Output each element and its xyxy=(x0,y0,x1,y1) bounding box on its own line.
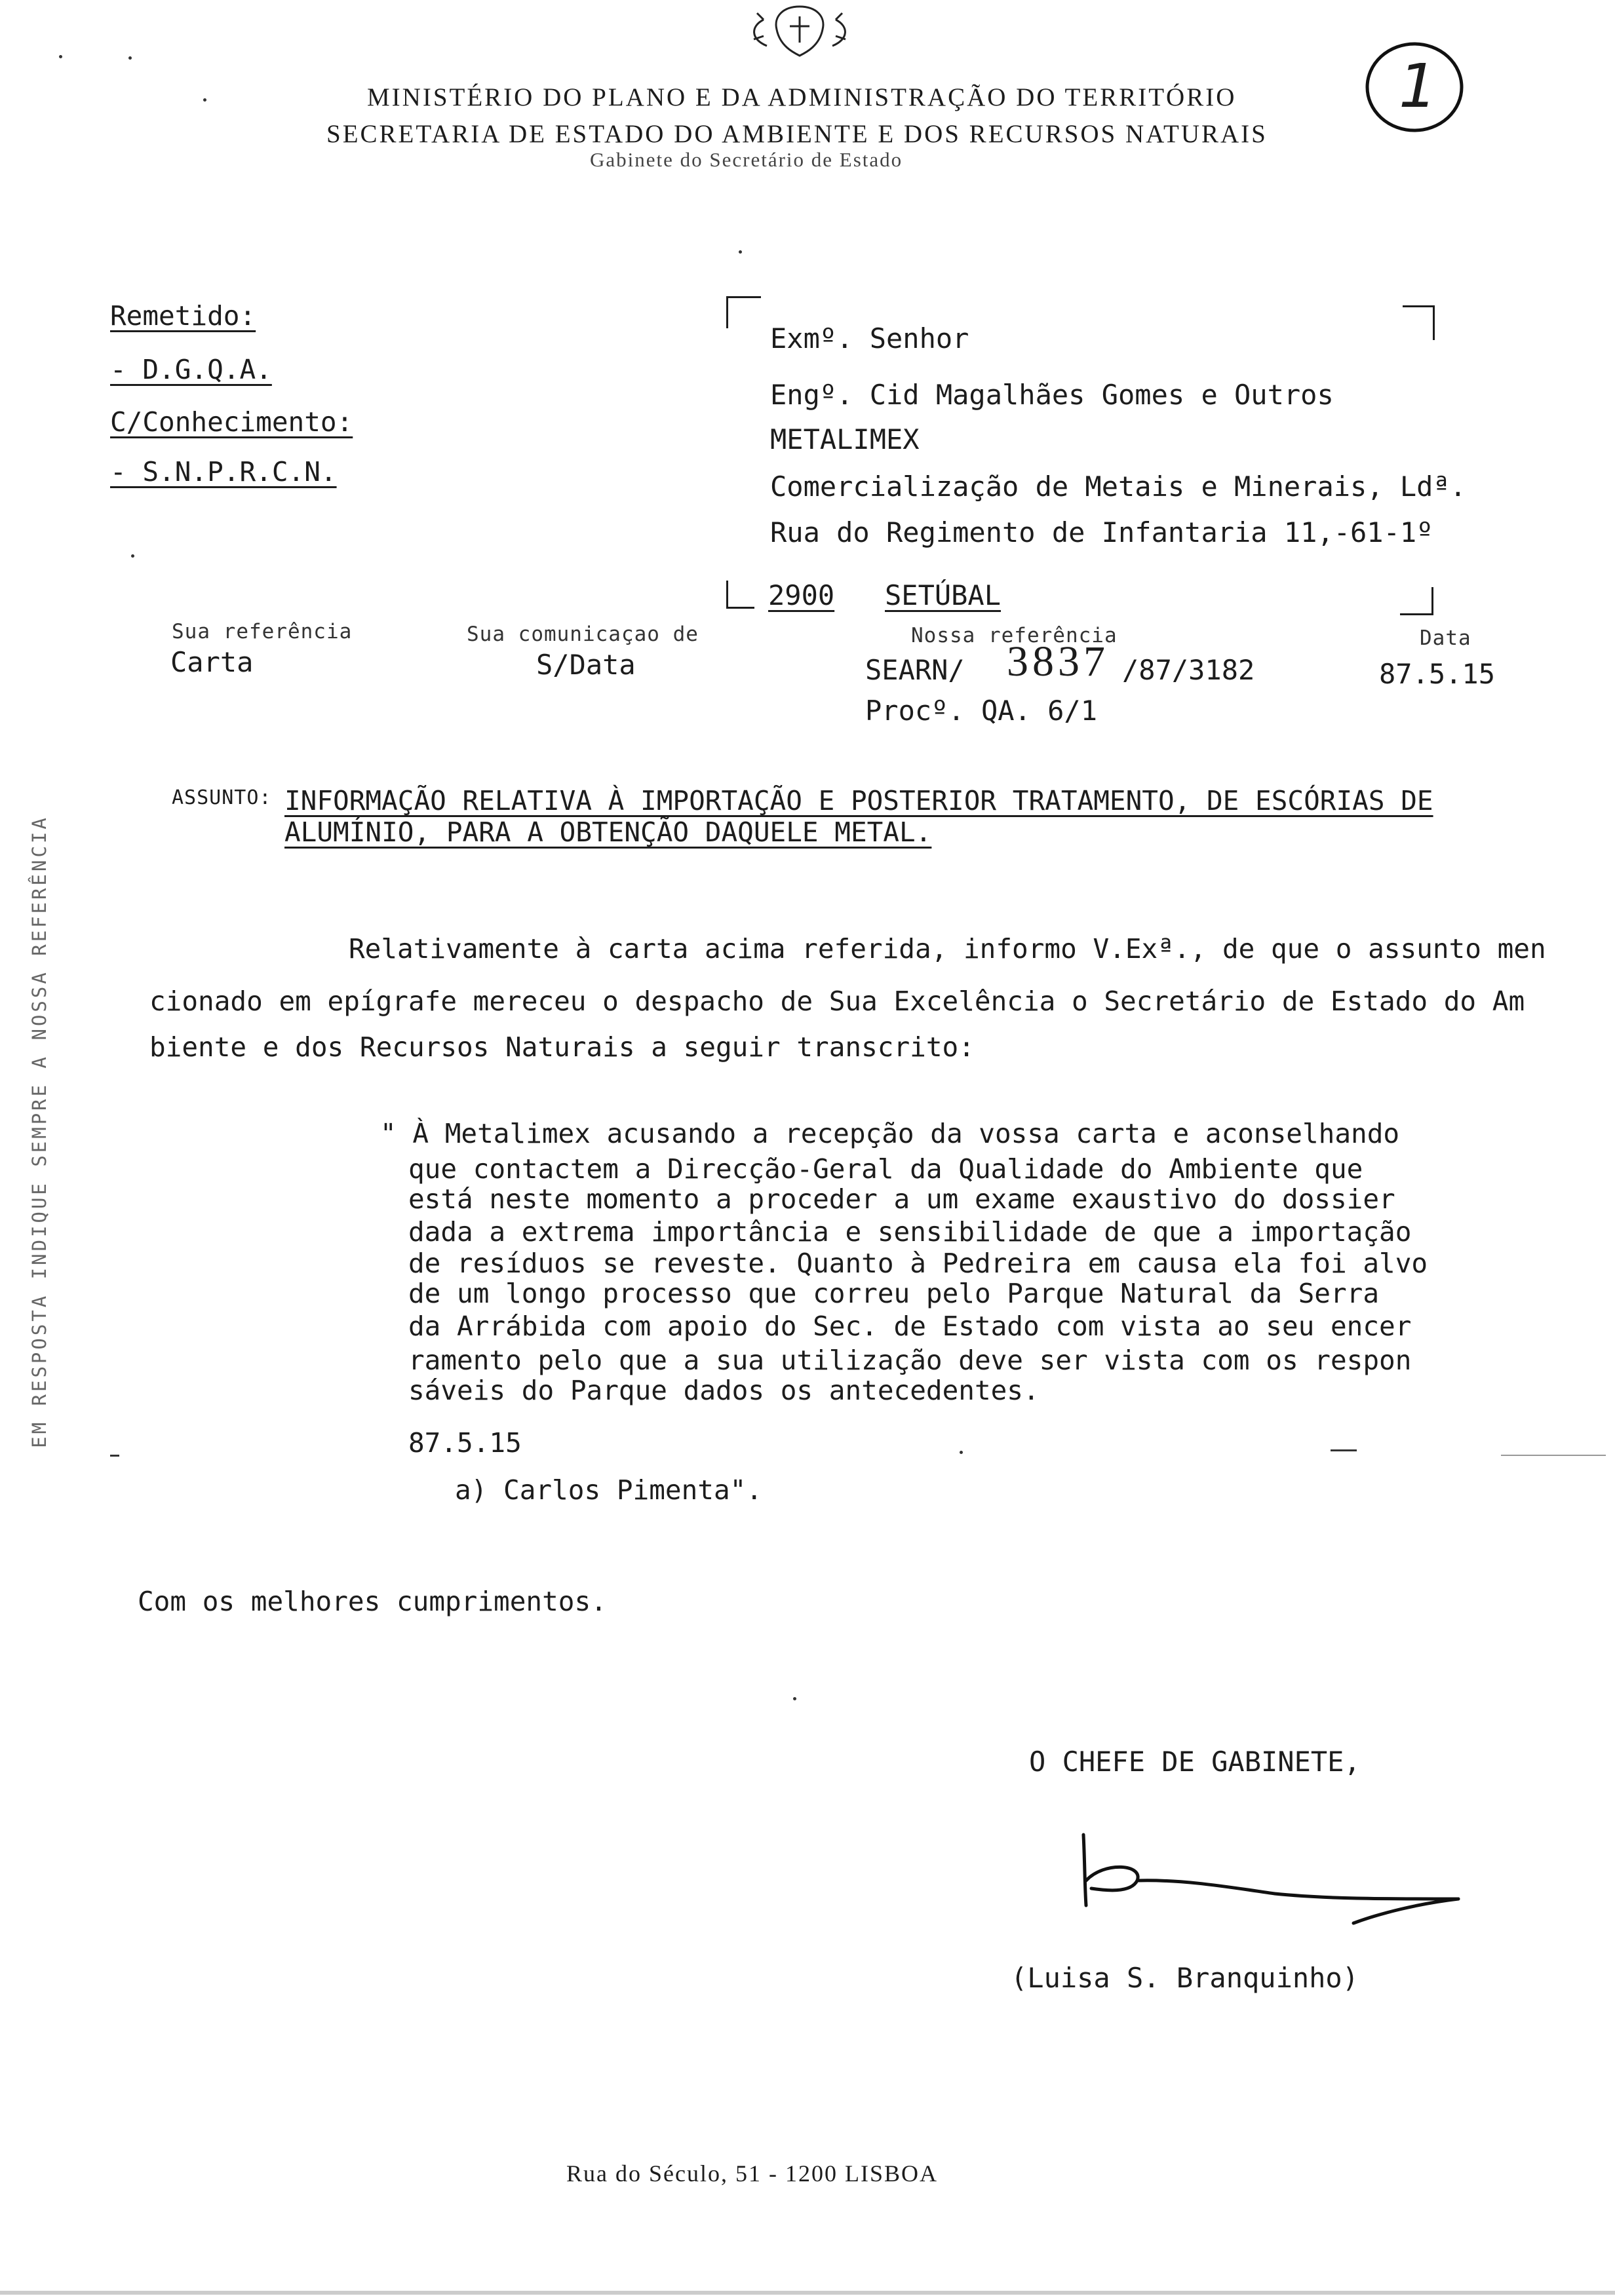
scan-speck xyxy=(960,1451,963,1454)
scan-speck xyxy=(128,56,132,60)
scan-speck xyxy=(793,1697,796,1700)
address-corner-bottom-left xyxy=(726,581,754,609)
quote-line-1: " À Metalimex acusando a recepção da vossa carta e aconselhando xyxy=(380,1118,1400,1149)
coat-of-arms-emblem xyxy=(737,0,862,59)
addressee-postal-code: 2900 xyxy=(768,579,835,611)
processo-reference: Procº. QA. 6/1 xyxy=(865,695,1098,727)
quote-line-4: dada a extrema importância e sensibilidade de que a importação xyxy=(408,1216,1412,1248)
quote-line-6: de um longo processo que correu pelo Parque Natural da Serra xyxy=(408,1278,1380,1309)
sua-comunicacao-label: Sua comunicaçao de xyxy=(467,622,699,646)
quote-line-9: sáveis do Parque dados os antecedentes. xyxy=(408,1375,1040,1406)
quote-line-5: de resíduos se reveste. Quanto à Pedreira em causa ela foi alvo xyxy=(408,1248,1428,1279)
conhecimento-label: C/Conhecimento: xyxy=(110,406,353,438)
nossa-referencia-label: Nossa referência xyxy=(911,624,1118,647)
addressee-salutation: Exmº. Senhor xyxy=(770,322,969,354)
scan-edge-noise xyxy=(0,2291,1615,2295)
addressee-name: Engº. Cid Magalhães Gomes e Outros xyxy=(770,379,1334,411)
assunto-line-1: INFORMAÇÃO RELATIVA À IMPORTAÇÃO E POSTERIOR TRATAMENTO, DE ESCÓRIAS DE xyxy=(284,785,1433,816)
address-corner-top-left xyxy=(726,296,761,328)
conhecimento-value: - S.N.P.R.C.N. xyxy=(110,456,337,488)
quote-line-3: está neste momento a proceder a um exame exaustivo do dossier xyxy=(408,1183,1395,1215)
remetido-label: Remetido: xyxy=(110,300,256,332)
office-heading: Gabinete do Secretário de Estado xyxy=(590,148,903,171)
scan-speck xyxy=(739,250,742,254)
handwritten-signature xyxy=(1065,1828,1471,1926)
closing-remark: Com os melhores cumprimentos. xyxy=(138,1586,607,1617)
scan-speck xyxy=(110,1455,119,1457)
intro-line-3: biente e dos Recursos Naturais a seguir transcrito: xyxy=(149,1031,975,1063)
page-number: 1 xyxy=(1399,51,1437,121)
quote-signature: a) Carlos Pimenta". xyxy=(455,1474,762,1506)
quote-date: 87.5.15 xyxy=(408,1427,522,1459)
data-value: 87.5.15 xyxy=(1379,658,1496,690)
page-number-stamp xyxy=(1362,38,1467,136)
remetido-value: - D.G.Q.A. xyxy=(110,354,272,385)
addressee-street: Rua do Regimento de Infantaria 11,-61-1º xyxy=(770,516,1433,548)
nossa-referencia-number: 3837 xyxy=(1007,638,1109,685)
margin-reference-note: EM RESPOSTA INDIQUE SEMPRE A NOSSA REFERÊNCIA xyxy=(28,815,50,1448)
intro-line-2: cionado em epígrafe mereceu o despacho de Sua Excelência o Secretário de Estado do Am xyxy=(149,985,1525,1017)
nossa-referencia-prefix: SEARN/ xyxy=(865,654,965,686)
secretariat-heading: SECRETARIA DE ESTADO DO AMBIENTE E DOS RECURSOS NATURAIS xyxy=(326,120,1268,148)
scan-speck xyxy=(203,98,206,102)
address-corner-top-right xyxy=(1403,305,1435,340)
quote-line-7: da Arrábida com apoio do Sec. de Estado com vista ao seu encer xyxy=(408,1311,1412,1342)
intro-line-1: Relativamente à carta acima referida, informo V.Exª., de que o assunto men xyxy=(349,933,1546,965)
data-label: Data xyxy=(1420,626,1471,650)
assunto-line-2: ALUMÍNIO, PARA A OBTENÇÃO DAQUELE METAL. xyxy=(284,816,932,848)
sua-referencia-label: Sua referência xyxy=(172,620,353,643)
addressee-company: METALIMEX xyxy=(770,423,920,455)
sua-comunicacao-value: S/Data xyxy=(536,649,636,681)
quote-line-8: ramento pelo que a sua utilização deve ser vista com os respon xyxy=(408,1345,1412,1376)
ministry-heading: MINISTÉRIO DO PLANO E DA ADMINISTRAÇÃO DO TERRITÓRIO xyxy=(367,83,1237,111)
addressee-city: SETÚBAL xyxy=(885,579,1002,611)
signatory-title: O CHEFE DE GABINETE, xyxy=(1029,1746,1361,1778)
assunto-label: ASSUNTO: xyxy=(172,786,272,809)
scan-speck xyxy=(1501,1455,1606,1456)
scan-speck xyxy=(1331,1449,1357,1451)
sua-referencia-value: Carta xyxy=(170,646,254,678)
quote-line-2: que contactem a Direcção-Geral da Qualidade do Ambiente que xyxy=(408,1153,1363,1185)
signatory-name: (Luisa S. Branquinho) xyxy=(1011,1962,1359,1994)
scan-speck xyxy=(131,554,134,558)
address-corner-bottom-right xyxy=(1400,587,1433,615)
footer-address: Rua do Século, 51 - 1200 LISBOA xyxy=(566,2160,938,2187)
nossa-referencia-suffix: /87/3182 xyxy=(1122,654,1255,686)
addressee-company-description: Comercialização de Metais e Minerais, Ldª. xyxy=(770,470,1467,503)
scan-speck xyxy=(59,55,62,58)
